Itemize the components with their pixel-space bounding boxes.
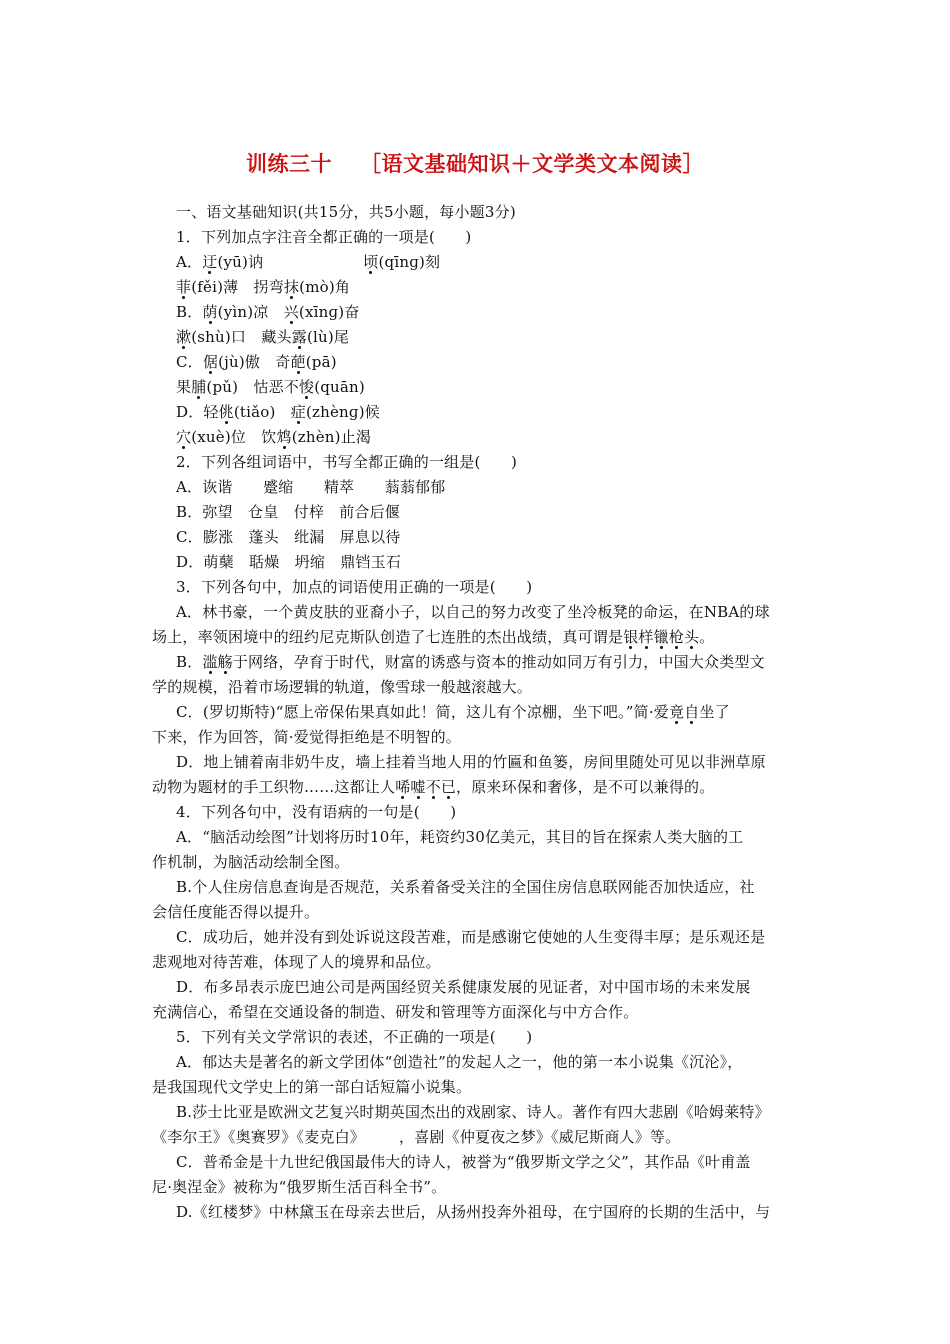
- emphasis-phrase: 滥觞: [202, 653, 233, 671]
- q5-option-b-line1: B.莎士比亚是欧洲文艺复兴时期英国杰出的戏剧家、诗人。著作有四大悲剧《哈姆莱特》: [176, 1103, 770, 1121]
- emphasis-char: 荫: [202, 303, 218, 321]
- q5-option-b-line2: 《李尔王》《奥赛罗》《麦克白》 ，喜剧《仲夏夜之梦》《威尼斯商人》等。: [152, 1128, 681, 1146]
- q1-option-c-line1: C．倨(jù)傲 奇葩(pā): [176, 353, 337, 371]
- q5-option-d-line1: D.《红楼梦》中林黛玉在母亲去世后，从扬州投奔外祖母，在宁国府的长期的生活中，与: [176, 1203, 771, 1221]
- question-3-stem: 3．下列各句中，加点的词语使用正确的一项是( ): [176, 578, 533, 596]
- emphasis-char: 穴: [176, 428, 192, 446]
- q4-option-d-line1: D．布多昂表示庞巴迪公司是两国经贸关系健康发展的见证者，对中国市场的未来发展: [176, 978, 751, 996]
- question-4-stem: 4．下列各句中，没有语病的一句是( ): [176, 803, 457, 821]
- emphasis-char: 抹: [283, 278, 300, 296]
- emphasis-char: 脯: [191, 378, 207, 396]
- emphasis-phrase: 银样镴枪头: [623, 628, 700, 646]
- question-2-stem: 2．下列各组词语中，书写全都正确的一组是( ): [176, 453, 518, 471]
- q1-option-b-line2: 漱(shù)口 藏头露(lù)尾: [176, 328, 350, 346]
- q5-option-a-line1: A．郁达夫是著名的新文学团体“创造社”的发起人之一，他的第一本小说集《沉沦》，: [176, 1053, 743, 1071]
- section-heading: 一、语文基础知识(共15分，共5小题，每小题3分): [176, 203, 516, 221]
- q3-option-a-line2: 场上，率领困境中的纽约尼克斯队创造了七连胜的杰出战绩，真可谓是银样镴枪头。: [152, 628, 715, 646]
- emphasis-char: 菲: [176, 278, 192, 296]
- page-title: [0, 148, 950, 178]
- q2-option-d: D．萌蘖 聒燥 坍缩 鼎铛玉石: [176, 553, 402, 571]
- q1-option-a-line1: A．迂(yū)讷 顷(qīnɡ)刻: [176, 253, 441, 271]
- question-1-stem: 1．下列加点字注音全都正确的一项是( ): [176, 228, 472, 246]
- q1-option-a-line2: 菲(fěi)薄 拐弯抹(mò)角: [176, 278, 351, 296]
- q3-option-d-line2: 动物为题材的手工织物……这都让人唏嘘不已，原来环保和奢侈，是不可以兼得的。: [152, 778, 715, 796]
- q3-option-d-line1: D．地上铺着南非奶牛皮，墙上挂着当地人用的竹匾和鱼篓，房间里随处可见以非洲草原: [176, 753, 766, 771]
- q4-option-d-line2: 充满信心，希望在交通设备的制造、研发和管理等方面深化与中方合作。: [152, 1003, 639, 1021]
- emphasis-phrase: 竟自: [669, 703, 700, 721]
- q4-option-a-line2: 作机制，为脑活动绘制全图。: [152, 853, 350, 871]
- emphasis-char: 症: [290, 403, 306, 421]
- emphasis-char: 葩: [290, 353, 306, 371]
- emphasis-char: 倨: [202, 353, 219, 371]
- q1-option-d-line1: D．轻佻(tiǎo) 症(zhènɡ)候: [176, 403, 380, 421]
- q1-option-d-line2: 穴(xuè)位 饮鸩(zhèn)止渴: [176, 428, 372, 446]
- q4-option-a-line1: A．“脑活动绘图”计划将历时10年，耗资约30亿美元，其目的旨在探索人类大脑的工: [176, 828, 744, 846]
- q4-option-c-line2: 悲观地对待苦难，体现了人的境界和品位。: [152, 953, 441, 971]
- q4-option-c-line1: C．成功后，她并没有到处诉说这段苦难，而是感谢它使她的人生变得丰厚；是乐观还是: [176, 928, 766, 946]
- q3-option-a-line1: A．林书豪，一个黄皮肤的亚裔小子，以自己的努力改变了坐冷板凳的命运，在NBA的球: [176, 603, 770, 621]
- emphasis-char: 悛: [298, 378, 315, 396]
- q3-option-c-line1: C．(罗切斯特)“愿上帝保佑果真如此！简，这儿有个凉棚，坐下吧。”简·爱竟自坐了: [176, 703, 730, 721]
- emphasis-char: 漱: [176, 328, 192, 346]
- q2-option-c: C．膨涨 蓬头 纰漏 屏息以待: [176, 528, 401, 546]
- q5-option-c-line1: C．普希金是十九世纪俄国最伟大的诗人，被誉为“俄罗斯文学之父”，其作品《叶甫盖: [176, 1153, 751, 1171]
- q5-option-c-line2: 尼·奥涅金》被称为“俄罗斯生活百科全书”。: [152, 1178, 447, 1196]
- question-body: [152, 200, 808, 1225]
- emphasis-char: 佻: [218, 403, 234, 421]
- q3-option-c-line2: 下来，作为回答，简·爱觉得拒绝是不明智的。: [152, 728, 461, 746]
- q3-option-b-line2: 学的规模，沿着市场逻辑的轨道，像雪球一般越滚越大。: [152, 678, 533, 696]
- q1-option-b-line1: B．荫(yìn)凉 兴(xīnɡ)奋: [176, 303, 360, 321]
- question-5-stem: 5．下列有关文学常识的表述，不正确的一项是( ): [176, 1028, 533, 1046]
- emphasis-char: 鸩: [276, 428, 292, 446]
- title-main: 训练三十: [246, 152, 332, 176]
- title-sub: ［语文基础知识＋文学类文本阅读］: [360, 152, 704, 176]
- q5-option-a-line2: 是我国现代文学史上的第一部白话短篇小说集。: [152, 1078, 472, 1096]
- q1-option-c-line2: 果脯(pǔ) 怙恶不悛(quān): [176, 378, 365, 396]
- emphasis-char: 顷: [363, 253, 379, 271]
- q2-option-a: A．诙谐 蹙缩 精萃 蓊蓊郁郁: [176, 478, 446, 496]
- emphasis-phrase: 唏嘘不已: [395, 778, 457, 796]
- q4-option-b-line1: B.个人住房信息查询是否规范，关系着备受关注的全国住房信息联网能否加快适应，社: [176, 878, 755, 896]
- q2-option-b: B．弥望 仓皇 付梓 前合后偃: [176, 503, 401, 521]
- q4-option-b-line2: 会信任度能否得以提升。: [152, 903, 320, 921]
- q3-option-b-line1: B．滥觞于网络，孕育于时代，财富的诱惑与资本的推动如同万有引力，中国大众类型文: [176, 653, 765, 671]
- emphasis-char: 兴: [283, 303, 299, 321]
- emphasis-char: 迂: [202, 253, 218, 271]
- emphasis-char: 露: [291, 328, 307, 346]
